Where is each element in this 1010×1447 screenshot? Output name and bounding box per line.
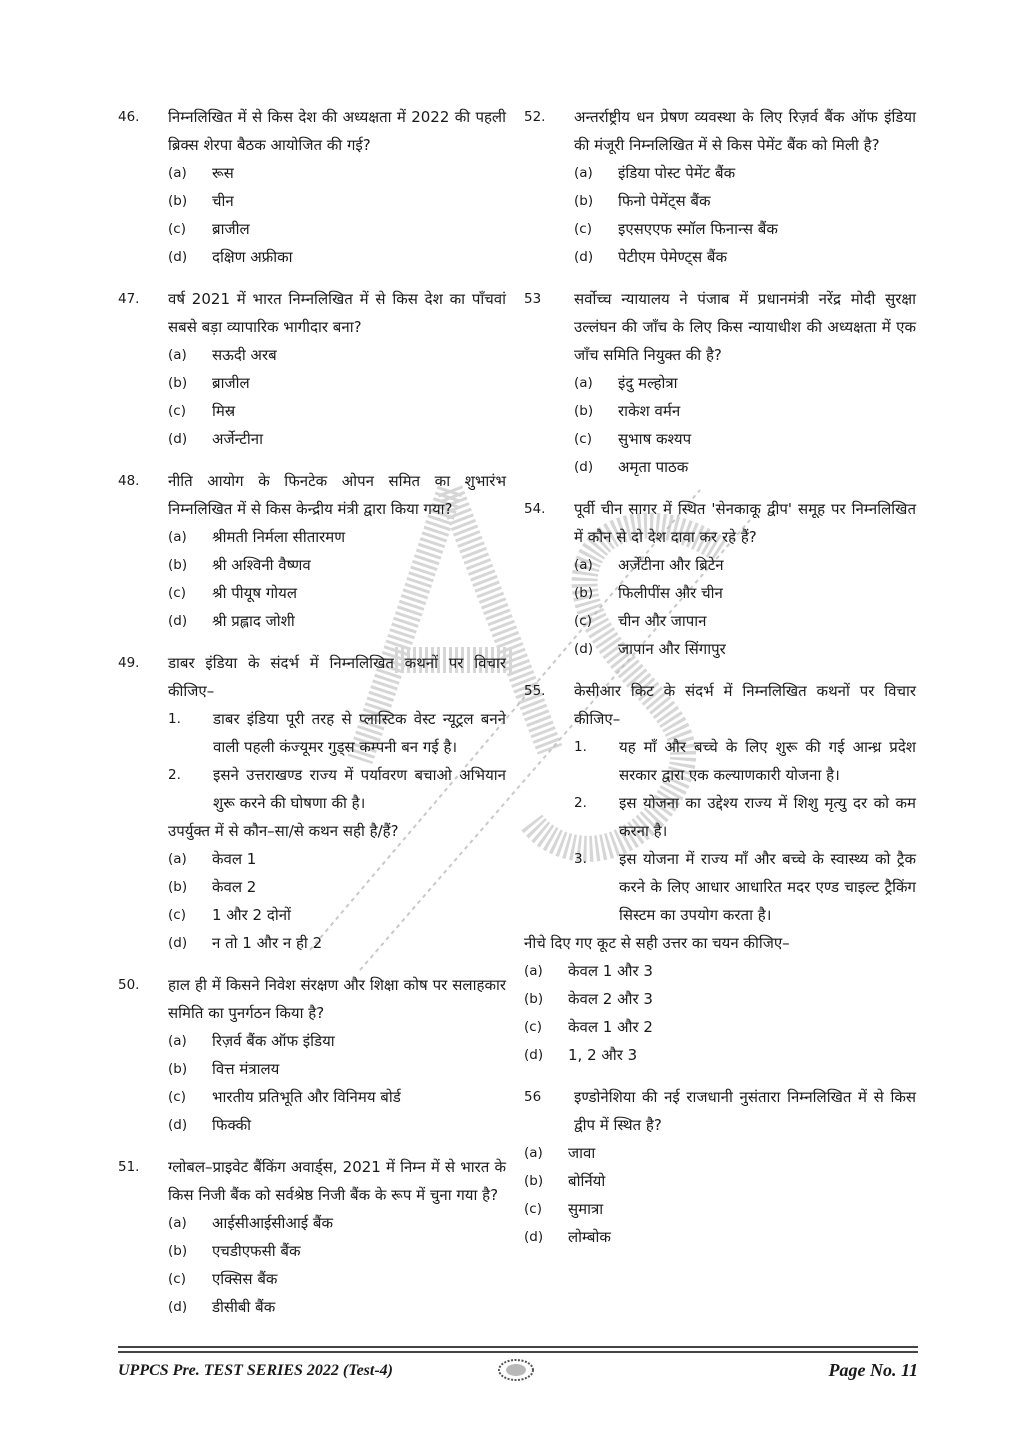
option-text: रिज़र्व बैंक ऑफ इंडिया bbox=[212, 1032, 335, 1050]
option-row bbox=[574, 425, 916, 453]
option-label: (b) bbox=[168, 1061, 188, 1077]
option-row bbox=[168, 1111, 506, 1139]
option-label: (c) bbox=[168, 1089, 186, 1105]
option-label: (a) bbox=[168, 347, 187, 363]
page-number: Page No. 11 bbox=[828, 1360, 918, 1380]
option-label: (c) bbox=[168, 907, 186, 923]
option-text: जापान और सिंगापुर bbox=[618, 640, 726, 658]
question-53 bbox=[524, 285, 916, 481]
option-label: (d) bbox=[524, 1229, 544, 1245]
option-row bbox=[168, 1293, 506, 1321]
option-row bbox=[524, 1041, 916, 1069]
option-label: (a) bbox=[574, 375, 593, 391]
question-number: 55. bbox=[524, 683, 546, 699]
statement-text: डाबर इंडिया पूरी तरह से प्लास्टिक वेस्ट न्यूट्रल बनने वाली पहली कंज्यूमर गुड्स कम्पनी बन गई है। bbox=[213, 710, 506, 756]
statement-text: इसने उत्तराखण्ड राज्य में पर्यावरण बचाओ अभियान शुरू करने की घोषणा की है। bbox=[213, 766, 506, 812]
question-number: 53 bbox=[524, 291, 542, 307]
option-label: (d) bbox=[524, 1047, 544, 1063]
option-label: (d) bbox=[168, 249, 188, 265]
option-row bbox=[524, 1195, 916, 1223]
option-row bbox=[168, 243, 506, 271]
option-row bbox=[168, 187, 506, 215]
option-row bbox=[168, 1027, 506, 1055]
option-row bbox=[168, 159, 506, 187]
option-label: (c) bbox=[524, 1201, 542, 1217]
option-row bbox=[168, 425, 506, 453]
option-text: श्री अश्विनी वैष्णव bbox=[212, 556, 311, 574]
question-number: 49. bbox=[118, 655, 140, 671]
question-47 bbox=[118, 285, 506, 453]
option-row bbox=[168, 607, 506, 635]
option-text: ब्राजील bbox=[212, 374, 250, 392]
statement-text: इस योजना में राज्य माँ और बच्चे के स्वास्थ्य को ट्रैक करने के लिए आधार आधारित मदर एण्ड चाइल्ट ट्रैकिंग सिस्टम का उपयोग करता है। bbox=[619, 850, 916, 924]
question-56 bbox=[524, 1083, 916, 1251]
option-label: (a) bbox=[168, 1033, 187, 1049]
option-label: (c) bbox=[524, 1019, 542, 1035]
option-text: मिस्र bbox=[212, 402, 236, 420]
option-text: अमृता पाठक bbox=[618, 458, 689, 476]
option-text: केवल 1 और 2 bbox=[568, 1018, 653, 1036]
question-text: नीति आयोग के फिनटेक ओपन समित का शुभारंभ निम्नलिखित में से किस केन्द्रीय मंत्री द्वारा किया गया? bbox=[168, 472, 506, 518]
option-row bbox=[574, 607, 916, 635]
statement-row bbox=[168, 761, 506, 817]
option-row bbox=[168, 341, 506, 369]
option-text: रूस bbox=[212, 164, 234, 182]
option-label: (d) bbox=[574, 641, 594, 657]
option-label: (c) bbox=[168, 1271, 186, 1287]
footer-rule bbox=[118, 1351, 918, 1353]
option-text: बोर्नियो bbox=[568, 1172, 606, 1190]
option-text: सुभाष कश्यप bbox=[618, 430, 692, 448]
option-label: (b) bbox=[574, 585, 594, 601]
statement-row bbox=[574, 789, 916, 845]
question-number: 52. bbox=[524, 109, 546, 125]
option-text: 1 और 2 दोनों bbox=[212, 906, 291, 924]
option-label: (c) bbox=[168, 585, 186, 601]
option-row bbox=[168, 1083, 506, 1111]
footer-logo-icon bbox=[496, 1358, 536, 1382]
question-text: वर्ष 2021 में भारत निम्नलिखित में से किस देश का पाँचवां सबसे बड़ा व्यापारिक भागीदार बना? bbox=[168, 290, 506, 336]
option-label: (d) bbox=[168, 1117, 188, 1133]
option-label: (d) bbox=[168, 613, 188, 629]
option-row bbox=[574, 369, 916, 397]
option-label: (b) bbox=[168, 1243, 188, 1259]
option-row bbox=[524, 1167, 916, 1195]
statement-row bbox=[574, 733, 916, 789]
option-row bbox=[574, 187, 916, 215]
question-text: अन्तर्राष्ट्रीय धन प्रेषण व्यवस्था के लिए रिज़र्व बैंक ऑफ इंडिया की मंजूरी निम्नलिखित में से किस पेमेंट बैंक को मिली है? bbox=[574, 108, 916, 154]
option-label: (b) bbox=[168, 375, 188, 391]
option-label: (b) bbox=[524, 991, 544, 1007]
option-text: चीन bbox=[212, 192, 234, 210]
statement-number: 1. bbox=[574, 739, 587, 755]
option-label: (c) bbox=[574, 431, 592, 447]
question-tail: उपर्युक्त में से कौन–सा/से कथन सही है/हैं? bbox=[168, 822, 399, 840]
option-label: (c) bbox=[168, 221, 186, 237]
question-number: 48. bbox=[118, 473, 140, 489]
option-row bbox=[574, 215, 916, 243]
statement-row bbox=[574, 845, 916, 929]
option-row bbox=[574, 159, 916, 187]
option-label: (b) bbox=[168, 193, 188, 209]
option-label: (a) bbox=[524, 1145, 543, 1161]
option-text: एचडीएफसी बैंक bbox=[212, 1242, 301, 1260]
option-row bbox=[168, 523, 506, 551]
question-55 bbox=[524, 677, 916, 1069]
option-text: इंदु मल्होत्रा bbox=[618, 374, 678, 392]
statement-number: 2. bbox=[574, 795, 587, 811]
option-text: डीसीबी बैंक bbox=[212, 1298, 276, 1316]
option-label: (d) bbox=[574, 249, 594, 265]
option-label: (b) bbox=[574, 193, 594, 209]
option-label: (a) bbox=[168, 165, 187, 181]
option-label: (a) bbox=[168, 851, 187, 867]
option-row bbox=[168, 1265, 506, 1293]
question-48 bbox=[118, 467, 506, 635]
question-number: 56 bbox=[524, 1089, 542, 1105]
option-text: इएसएएफ स्मॉल फिनान्स बैंक bbox=[618, 220, 778, 238]
option-label: (d) bbox=[574, 459, 594, 475]
option-label: (a) bbox=[168, 1215, 187, 1231]
question-text: डाबर इंडिया के संदर्भ में निम्नलिखित कथनों पर विचार कीजिए– bbox=[168, 654, 506, 700]
option-row bbox=[168, 1055, 506, 1083]
question-text: पूर्वी चीन सागर में स्थित 'सेनकाकू द्वीप' समूह पर निम्नलिखित में कौन से दो देश दावा कर रहे हैं? bbox=[574, 500, 916, 546]
option-label: (a) bbox=[168, 529, 187, 545]
footer-series-title: UPPCS Pre. TEST SERIES 2022 (Test-4) bbox=[118, 1362, 393, 1379]
statement-number: 1. bbox=[168, 711, 181, 727]
option-text: पेटीएम पेमेण्ट्स बैंक bbox=[618, 248, 728, 266]
option-row bbox=[574, 551, 916, 579]
question-46 bbox=[118, 103, 506, 271]
option-text: केवल 2 bbox=[212, 878, 257, 896]
question-text: सर्वोच्च न्यायालय ने पंजाब में प्रधानमंत्री नरेंद्र मोदी सुरक्षा उल्लंघन की जाँच के लिए किस न्यायाधीश की अध्यक्षता में एक जाँच समिति नियुक्त की है? bbox=[574, 290, 916, 364]
option-text: श्रीमती निर्मला सीतारमण bbox=[212, 528, 346, 546]
statement-number: 2. bbox=[168, 767, 181, 783]
option-label: (b) bbox=[168, 557, 188, 573]
option-text: 1, 2 और 3 bbox=[568, 1046, 638, 1064]
statement-text: इस योजना का उद्देश्य राज्य में शिशु मृत्यु दर को कम करना है। bbox=[619, 794, 916, 840]
option-row bbox=[168, 901, 506, 929]
option-row bbox=[574, 579, 916, 607]
option-text: राकेश वर्मन bbox=[618, 402, 681, 420]
option-text: भारतीय प्रतिभूति और विनिमय बोर्ड bbox=[212, 1088, 401, 1106]
option-label: (b) bbox=[168, 879, 188, 895]
option-row bbox=[168, 929, 506, 957]
option-text: सऊदी अरब bbox=[212, 346, 277, 364]
left-column bbox=[118, 103, 506, 1335]
option-text: सुमात्रा bbox=[568, 1200, 604, 1218]
option-row bbox=[524, 1223, 916, 1251]
option-row bbox=[524, 1013, 916, 1041]
option-row bbox=[574, 243, 916, 271]
question-51 bbox=[118, 1153, 506, 1321]
option-text: अर्जेन्टीना bbox=[212, 430, 263, 448]
question-tail: नीचे दिए गए कूट से सही उत्तर का चयन कीजिए– bbox=[524, 934, 790, 952]
option-row bbox=[574, 397, 916, 425]
page-footer bbox=[118, 1360, 918, 1384]
option-text: आईसीआईसीआई बैंक bbox=[212, 1214, 333, 1232]
question-number: 54. bbox=[524, 501, 546, 517]
option-text: वित्त मंत्रालय bbox=[212, 1060, 280, 1078]
option-text: केवल 2 और 3 bbox=[568, 990, 653, 1008]
option-text: फिलीपींस और चीन bbox=[618, 584, 723, 602]
option-row bbox=[168, 1237, 506, 1265]
option-row bbox=[168, 215, 506, 243]
option-text: फिक्की bbox=[212, 1116, 252, 1134]
question-number: 51. bbox=[118, 1159, 140, 1175]
option-label: (b) bbox=[574, 403, 594, 419]
question-number: 50. bbox=[118, 977, 140, 993]
statement-row bbox=[168, 705, 506, 761]
option-text: अर्जेंटीना और ब्रिटेन bbox=[618, 556, 724, 574]
option-label: (a) bbox=[524, 963, 543, 979]
option-row bbox=[574, 635, 916, 663]
option-row bbox=[524, 957, 916, 985]
option-row bbox=[524, 1139, 916, 1167]
question-number: 47. bbox=[118, 291, 140, 307]
statement-text: यह माँ और बच्चे के लिए शुरू की गई आन्ध्र प्रदेश सरकार द्वारा एक कल्याणकारी योजना है। bbox=[619, 738, 916, 784]
option-text: लोम्बोक bbox=[568, 1228, 611, 1246]
option-text: एक्सिस बैंक bbox=[212, 1270, 278, 1288]
footer-rule bbox=[118, 1346, 918, 1348]
option-text: चीन और जापान bbox=[618, 612, 707, 630]
option-row bbox=[168, 873, 506, 901]
option-text: श्री पीयूष गोयल bbox=[212, 584, 298, 602]
question-50 bbox=[118, 971, 506, 1139]
question-52 bbox=[524, 103, 916, 271]
option-row bbox=[168, 579, 506, 607]
option-label: (d) bbox=[168, 431, 188, 447]
option-row bbox=[574, 453, 916, 481]
option-row bbox=[168, 551, 506, 579]
option-label: (b) bbox=[524, 1173, 544, 1189]
option-text: जावा bbox=[568, 1144, 596, 1162]
option-text: ब्राजील bbox=[212, 220, 250, 238]
option-label: (d) bbox=[168, 935, 188, 951]
option-label: (a) bbox=[574, 557, 593, 573]
question-text: हाल ही में किसने निवेश संरक्षण और शिक्षा कोष पर सलाहकार समिति का पुनर्गठन किया है? bbox=[168, 976, 506, 1022]
question-54 bbox=[524, 495, 916, 663]
option-label: (c) bbox=[574, 221, 592, 237]
question-text: ग्लोबल–प्राइवेट बैंकिंग अवार्ड्स, 2021 में निम्न में से भारत के किस निजी बैंक को सर्वश्रेष्ठ निजी बैंक के रूप में चुना गया है? bbox=[168, 1158, 506, 1204]
option-text: दक्षिण अफ्रीका bbox=[212, 248, 293, 266]
question-text: निम्नलिखित में से किस देश की अध्यक्षता में 2022 की पहली ब्रिक्स शेरपा बैठक आयोजित की गई? bbox=[168, 108, 506, 154]
option-text: केवल 1 bbox=[212, 850, 257, 868]
statement-number: 3. bbox=[574, 851, 587, 867]
option-label: (d) bbox=[168, 1299, 188, 1315]
option-row bbox=[524, 985, 916, 1013]
option-label: (c) bbox=[168, 403, 186, 419]
option-text: फिनो पेमेंट्स बैंक bbox=[618, 192, 711, 210]
option-row bbox=[168, 1209, 506, 1237]
question-49 bbox=[118, 649, 506, 957]
right-column bbox=[524, 103, 916, 1265]
question-number: 46. bbox=[118, 109, 140, 125]
option-text: श्री प्रह्लाद जोशी bbox=[212, 612, 295, 630]
option-label: (a) bbox=[574, 165, 593, 181]
question-text: इण्डोनेशिया की नई राजधानी नुसंतारा निम्नलिखित में से किस द्वीप में स्थित है? bbox=[574, 1088, 916, 1134]
option-text: इंडिया पोस्ट पेमेंट बैंक bbox=[618, 164, 736, 182]
option-row bbox=[168, 369, 506, 397]
option-row bbox=[168, 397, 506, 425]
option-row bbox=[168, 845, 506, 873]
option-label: (c) bbox=[574, 613, 592, 629]
question-text: केसीआर किट के संदर्भ में निम्नलिखित कथनों पर विचार कीजिए– bbox=[574, 682, 916, 728]
option-text: केवल 1 और 3 bbox=[568, 962, 653, 980]
option-text: न तो 1 और न ही 2 bbox=[212, 934, 323, 952]
